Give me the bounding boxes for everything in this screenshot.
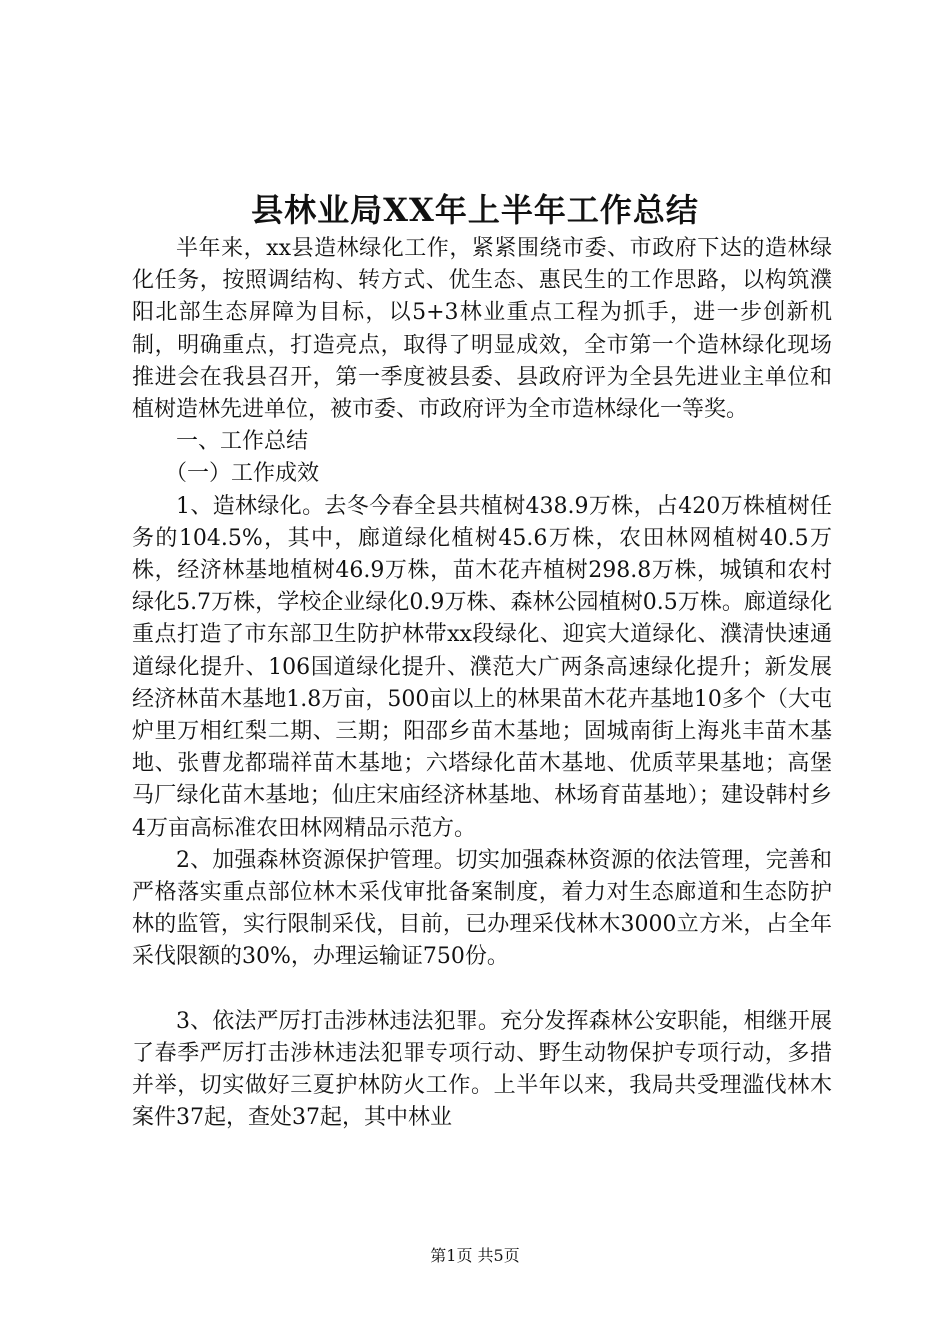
paragraph-law-enforcement: 3、依法严厉打击涉林违法犯罪。充分发挥森林公安职能，相继开展了春季严厉打击涉林违法犯罪专项行动、野生动物保护专项行动，多措并举，切实做好三夏护林防火工作。上半年以来，我局共受理滥伐林木案件37起，查处37起，其中林业: [132, 1008, 832, 1131]
document-title: 县林业局XX年上半年工作总结: [251, 191, 699, 229]
document-body: [132, 233, 832, 1134]
intro-paragraph: 半年来，xx县造林绿化工作，紧紧围绕市委、市政府下达的造林绿化任务，按照调结构、转方式、优生态、惠民生的工作思路，以构筑濮阳北部生态屏障为目标，以5+3林业重点工程为抓手，进一步创新机制，明确重点，打造亮点，取得了明显成效，全市第一个造林绿化现场推进会在我县召开，第一季度被县委、县政府评为全县先进业主单位和植树造林先进单位，被市委、市政府评为全市造林绿化一等奖。: [132, 236, 832, 423]
paragraph-forest-protection: 2、加强森林资源保护管理。切实加强森林资源的依法管理，完善和严格落实重点部位林木采伐审批备案制度，着力对生态廊道和生态防护林的监管，实行限制采伐，目前，已办理采伐林木3000立方米，占全年采伐限额的30%，办理运输证750份。: [132, 847, 832, 970]
subsection-heading: （一）工作成效: [165, 461, 320, 487]
paragraph-gap: [132, 974, 832, 1006]
page-footer: 第1页 共5页: [430, 1246, 520, 1265]
paragraph-afforestation: 1、造林绿化。去冬今春全县共植树438.9万株，占420万株植树任务的104.5%，其中，廊道绿化植树45.6万株，农田林网植树40.5万株，经济林基地植树46.9万株，苗木花卉植树298.8万株，城镇和农村绿化5.7万株，学校企业绿化0.9万株、森林公园植树0.5万株。廊道绿化重点打造了市东部卫生防护林带xx段绿化、迎宾大道绿化、濮清快速通道绿化提升、106国道绿化提升、濮范大广两条高速绿化提升；新发展经济林苗木基地1.8万亩，500亩以上的林果苗木花卉基地10多个（大屯炉里万相红梨二期、三期；阳邵乡苗木基地；固城南街上海兆丰苗木基地、张曹龙都瑞祥苗木基地；六塔绿化苗木基地、优质苹果基地；高堡马厂绿化苗木基地；仙庄宋庙经济林基地、林场育苗基地）；建设韩村乡4万亩高标准农田林网精品示范方。: [132, 493, 832, 841]
section-heading: 一、工作总结: [176, 429, 309, 455]
